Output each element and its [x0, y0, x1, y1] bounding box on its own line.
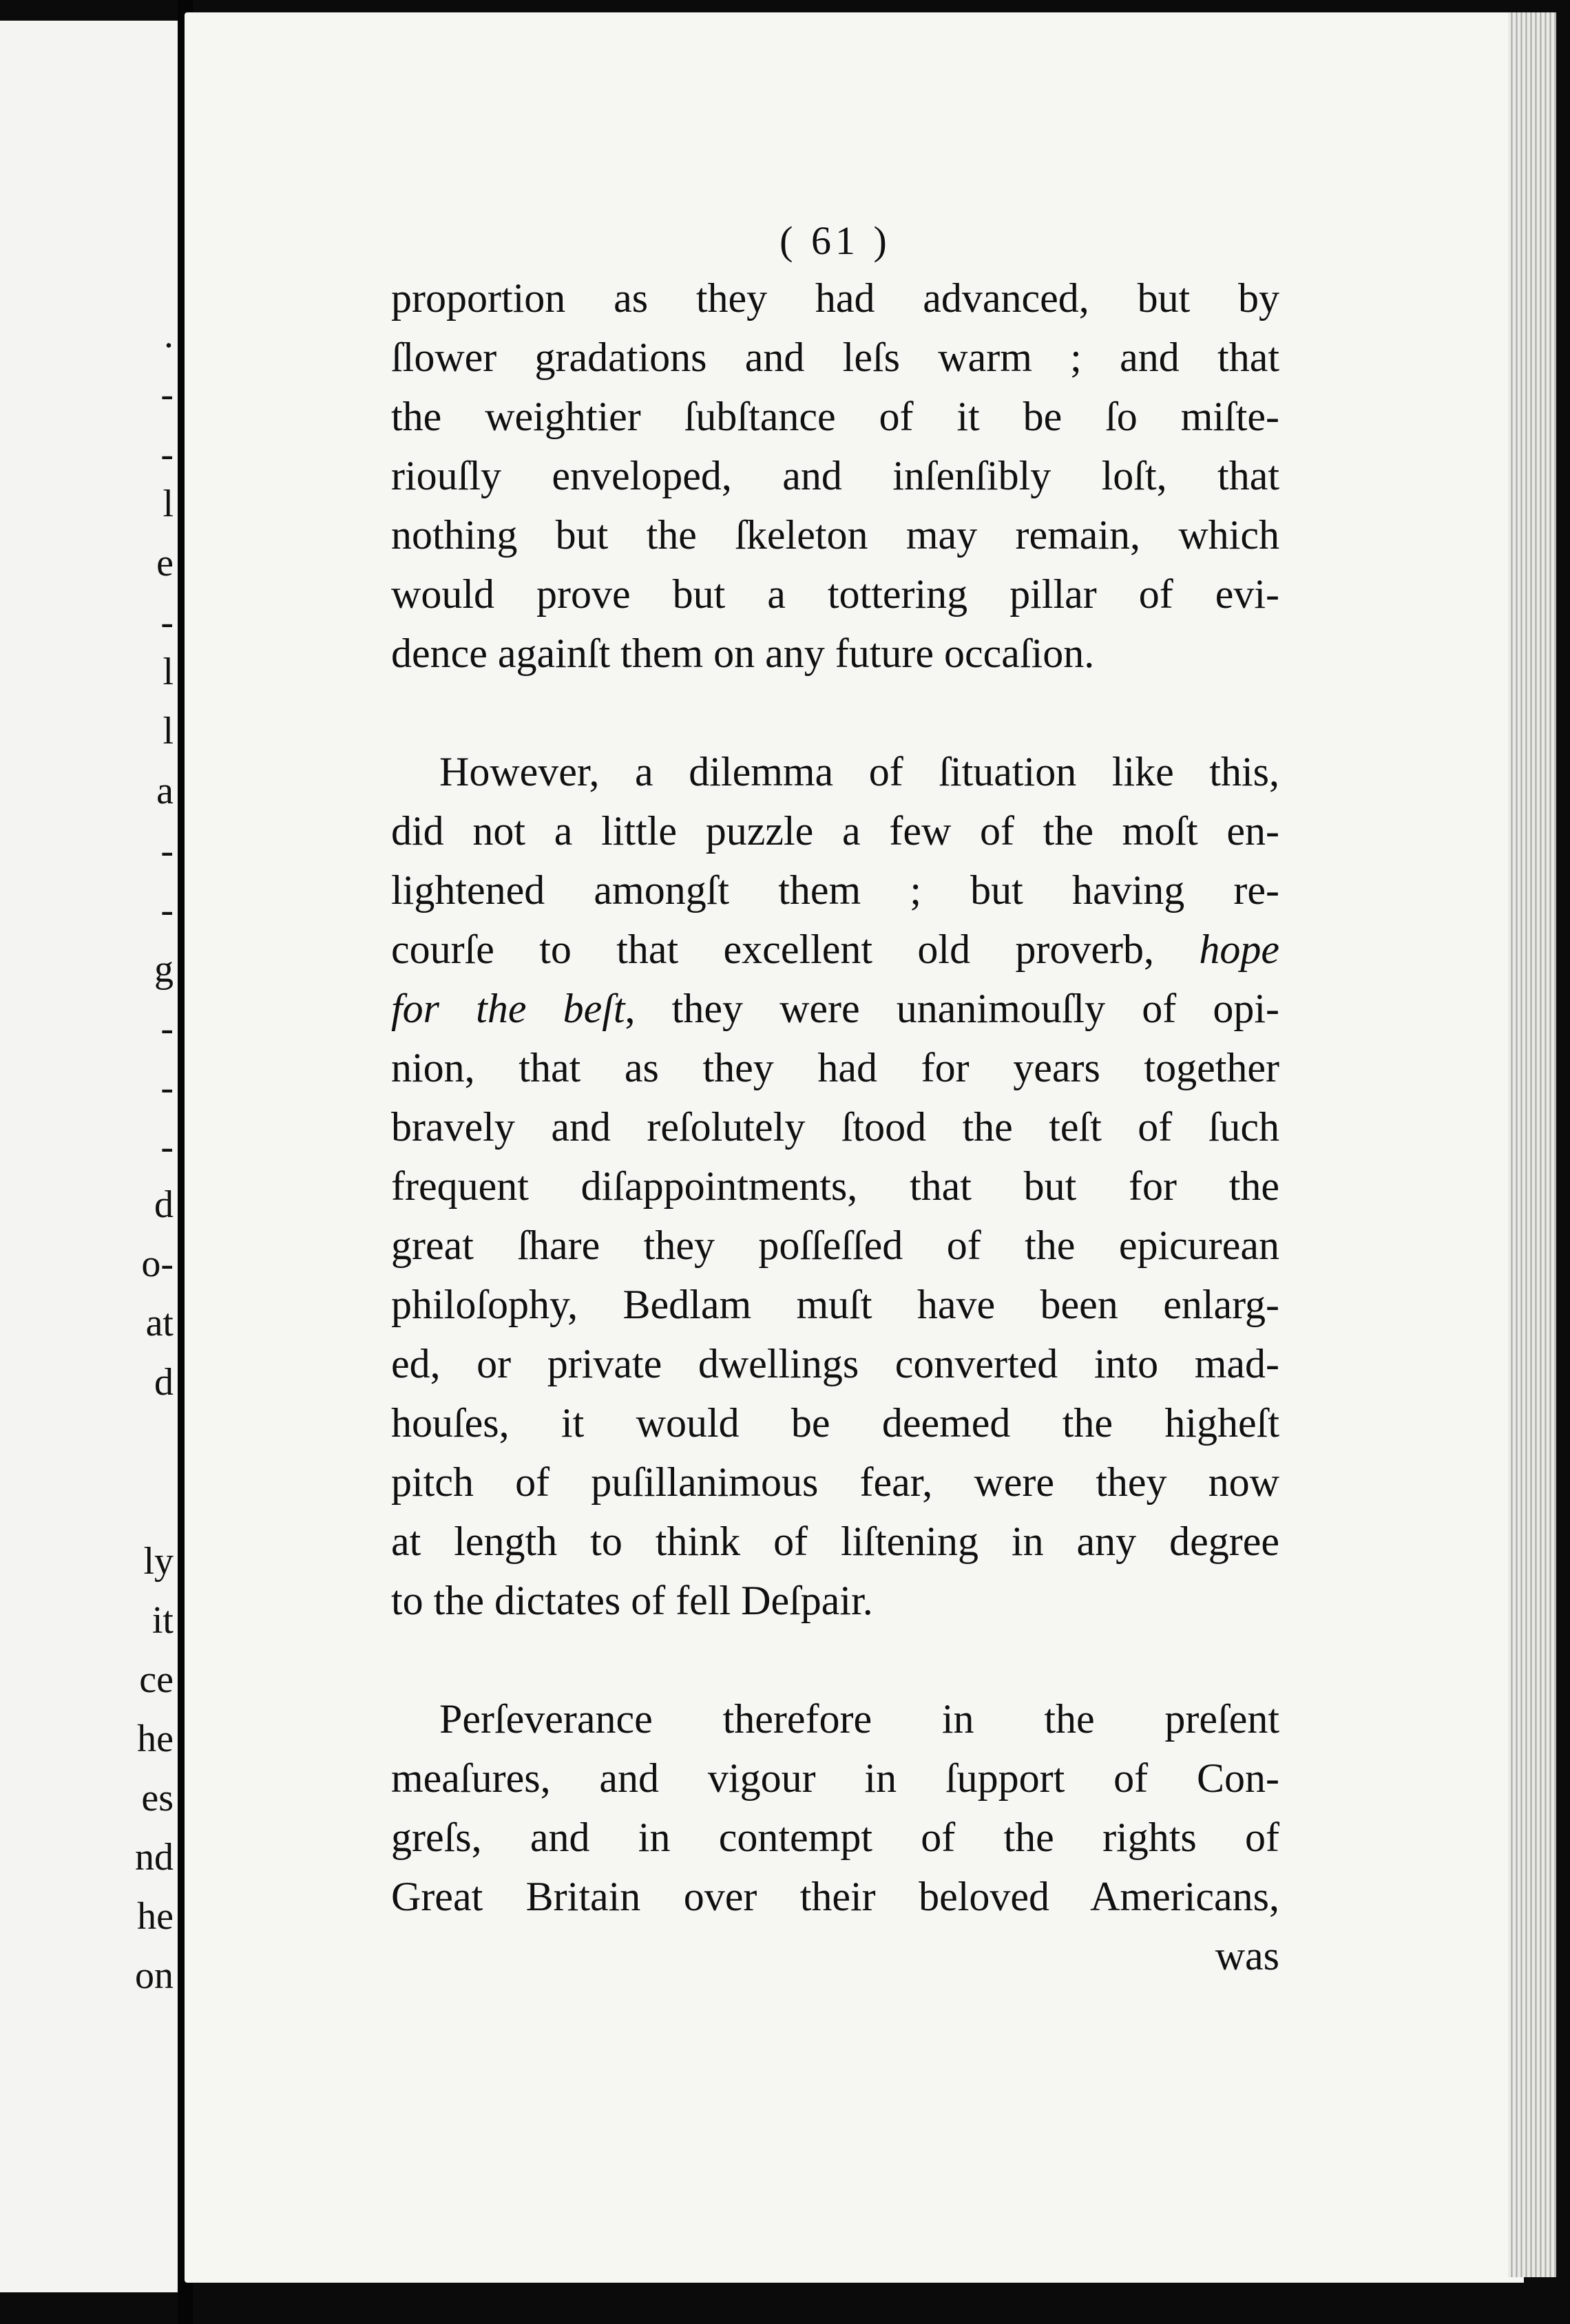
- left-page-line-fragment: e: [156, 542, 174, 584]
- left-page-line-fragment: l: [163, 651, 174, 693]
- left-page-line-fragment: on: [135, 1954, 174, 1997]
- left-page-line-fragment: a: [156, 770, 174, 812]
- left-page-line-fragment: -: [160, 1007, 174, 1050]
- left-page-line-fragment: it: [151, 1599, 174, 1642]
- text-line: However, a dilemma of ſituation like this,: [439, 749, 1279, 794]
- text-line: nion, that as they had for years together: [391, 1045, 1279, 1090]
- left-page-line-fragment: l: [163, 710, 174, 752]
- text-line: philoſophy, Bedlam muſt have been enlarg-: [391, 1282, 1279, 1327]
- text-line: great ſhare they poſſeſſed of the epicurean: [391, 1223, 1279, 1268]
- text-line-italic-best: for the beſt, they were unanimouſly of opi-: [391, 986, 1279, 1031]
- catchword: was: [1215, 1933, 1279, 1978]
- left-page-line-fragment: d: [154, 1183, 174, 1226]
- left-page-line-fragment: -: [160, 373, 174, 416]
- text-line: meaſures, and vigour in ſupport of Con-: [391, 1755, 1279, 1801]
- text-line: lightened amongſt them ; but having re-: [391, 867, 1279, 913]
- text-line: the weightier ſubſtance of it be ſo miſte-: [391, 394, 1279, 439]
- text-line: nothing but the ſkeleton may remain, which: [391, 512, 1279, 558]
- left-page-line-fragment: -: [160, 1126, 174, 1168]
- text-line: did not a little puzzle a few of the moſt en-: [391, 808, 1279, 854]
- text-line: at length to think of liſtening in any degree: [391, 1519, 1279, 1564]
- left-page-line-fragment: g: [154, 948, 174, 991]
- left-page-line-fragment: he: [137, 1895, 174, 1938]
- text-line: ed, or private dwellings converted into mad-: [391, 1341, 1279, 1386]
- text-line: ſlower gradations and leſs warm ; and that: [391, 335, 1279, 380]
- page-edge-stack: [1508, 12, 1556, 2277]
- page-number-header: ( 61 ): [779, 218, 891, 263]
- left-page-line-fragment: d: [154, 1361, 174, 1404]
- text-line: riouſly enveloped, and inſenſibly loſt, that: [391, 453, 1279, 498]
- text-line: dence againſt them on any future occaſion.: [391, 631, 1095, 676]
- text-line: Great Britain over their beloved Americans,: [391, 1874, 1279, 1919]
- left-page-line-fragment: -: [160, 830, 174, 872]
- text-line: bravely and reſolutely ſtood the teſt of ſuch: [391, 1104, 1279, 1150]
- left-page-line-fragment: o-: [141, 1243, 174, 1285]
- text-line: pitch of puſillanimous fear, were they now: [391, 1459, 1279, 1505]
- left-page-line-fragment: -: [160, 889, 174, 931]
- paragraph-1: [391, 268, 1279, 683]
- left-page-line-fragment: -: [160, 601, 174, 644]
- paragraph-3: [391, 1689, 1279, 1985]
- left-page-edge: [0, 21, 180, 2292]
- left-page-line-fragment: ly: [143, 1540, 174, 1583]
- text-line: would prove but a tottering pillar of evi-: [391, 571, 1279, 617]
- left-page-line-fragment: at: [145, 1302, 174, 1344]
- text-line: greſs, and in contempt of the rights of: [391, 1815, 1279, 1860]
- left-page-line-fragment: nd: [135, 1836, 174, 1879]
- text-line: proportion as they had advanced, but by: [391, 275, 1279, 321]
- left-page-line-fragment: .: [164, 313, 174, 356]
- left-page-line-fragment: l: [163, 483, 174, 525]
- text-line: frequent diſappointments, that but for the: [391, 1163, 1279, 1209]
- paragraph-2: [391, 742, 1279, 1630]
- left-page-line-fragment: -: [160, 1066, 174, 1109]
- left-page-line-fragment: es: [141, 1777, 174, 1819]
- text-line: to the dictates of fell Deſpair.: [391, 1578, 873, 1623]
- left-page-line-fragment: ce: [139, 1658, 174, 1701]
- text-line: houſes, it would be deemed the higheſt: [391, 1400, 1279, 1446]
- left-page-line-fragment: -: [160, 433, 174, 476]
- page-text: [391, 213, 1279, 1985]
- left-page-line-fragment: he: [137, 1718, 174, 1760]
- text-line-italic-hope: courſe to that excellent old proverb, hope: [391, 927, 1279, 972]
- text-line: Perſeverance therefore in the preſent: [439, 1696, 1279, 1742]
